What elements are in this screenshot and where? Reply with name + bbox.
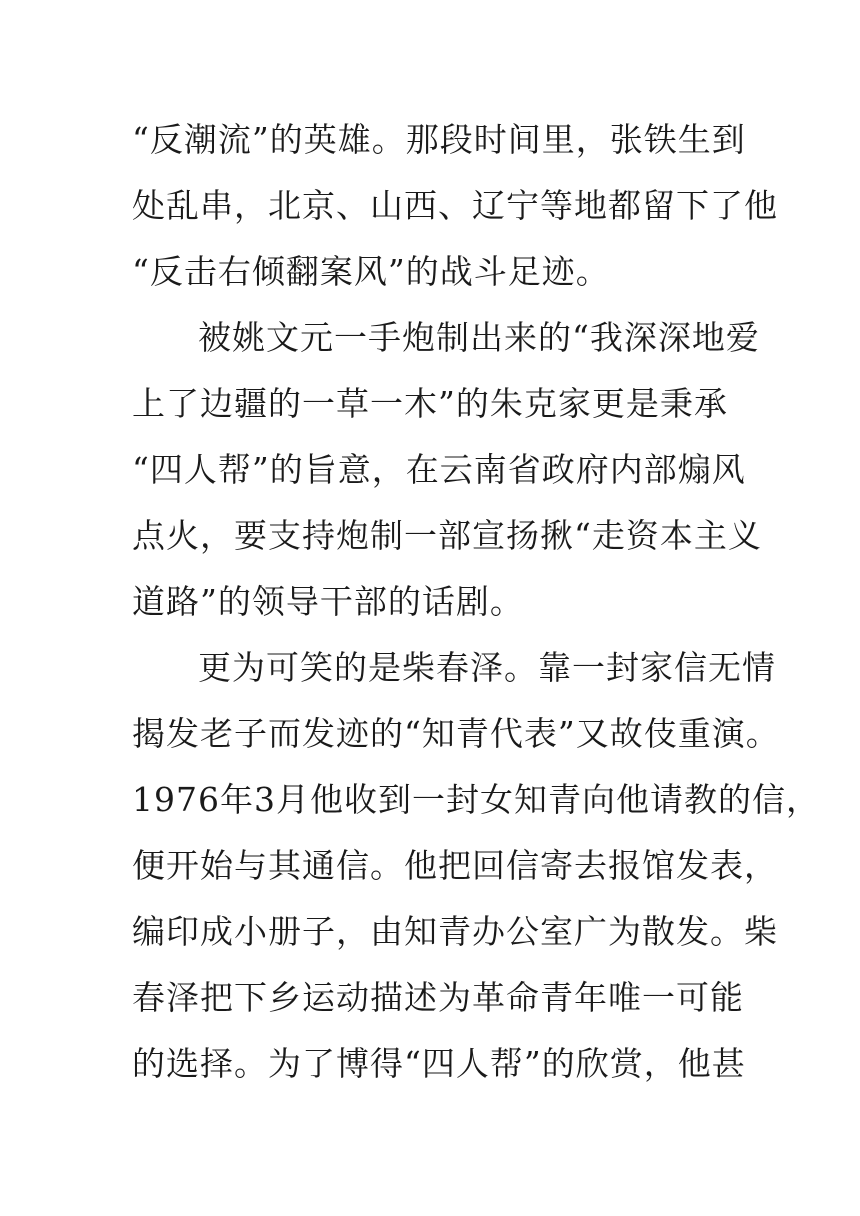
text-line: 处乱串，北京、山西、辽宁等地都留下了他 bbox=[132, 186, 778, 225]
text-line: 1976年3月他收到一封女知青向他请教的信， bbox=[132, 780, 820, 819]
text-line: “反潮流”的英雄。那段时间里，张铁生到 bbox=[132, 120, 746, 159]
document-body bbox=[132, 114, 820, 1104]
text-line: 的选择。为了博得“四人帮”的欣赏，他甚 bbox=[132, 1044, 746, 1083]
text-line: “反击右倾翻案风”的战斗足迹。 bbox=[132, 252, 610, 291]
text-line: 点火，要支持炮制一部宣扬揪“走资本主义 bbox=[132, 516, 762, 555]
text-line: 便开始与其通信。他把回信寄去报馆发表， bbox=[132, 846, 778, 885]
text-line: 春泽把下乡运动描述为革命青年唯一可能 bbox=[132, 978, 744, 1017]
paragraph-first-line: 被姚文元一手炮制出来的“我深深地爱 bbox=[198, 318, 760, 357]
text-line: 编印成小册子，由知青办公室广为散发。柴 bbox=[132, 912, 778, 951]
text-line: 道路”的领导干部的话剧。 bbox=[132, 582, 524, 621]
text-line: 揭发老子而发迹的“知青代表”又故伎重演。 bbox=[132, 714, 780, 753]
paragraph-first-line: 更为可笑的是柴春泽。靠一封家信无情 bbox=[198, 648, 776, 687]
text-line: “四人帮”的旨意，在云南省政府内部煽风 bbox=[132, 450, 746, 489]
text-line: 上了边疆的一草一木”的朱克家更是秉承 bbox=[132, 384, 728, 423]
